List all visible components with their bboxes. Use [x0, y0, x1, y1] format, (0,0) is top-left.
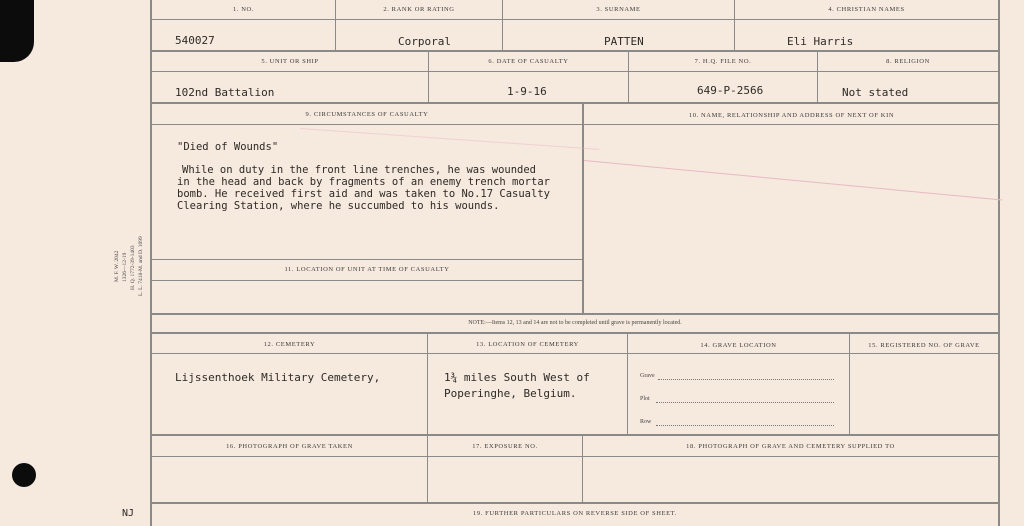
label-exposure: 17. EXPOSURE NO.	[472, 443, 538, 450]
label-christian-names: 4. CHRISTIAN NAMES	[828, 6, 905, 13]
rank-value: Corporal	[398, 35, 451, 48]
note-top-rule	[152, 313, 998, 315]
plot-blank	[656, 402, 834, 403]
cemetery-value: Lijssenthoek Military Cemetery,	[175, 371, 381, 384]
row3-label-rule	[152, 124, 998, 125]
christian-names-value: Eli Harris	[787, 35, 854, 48]
circumstances-line-3: bomb. He received first aid and was taken to No.17 Casualty	[177, 188, 550, 200]
service-number: 540027	[175, 34, 215, 47]
faint-rule	[300, 128, 599, 150]
row2-bottom-rule	[152, 102, 998, 104]
row-label: Row	[640, 419, 652, 425]
label-photo-grave: 16. PHOTOGRAPH OF GRAVE TAKEN	[226, 443, 353, 450]
cemetery-location-line-1: 1¾ miles South West of	[444, 371, 590, 384]
form-number-2: 1326—12-19	[122, 252, 128, 282]
religion-value: Not stated	[842, 86, 909, 99]
punch-hole-bottom	[12, 463, 36, 487]
label-rank: 2. RANK OR RATING	[383, 6, 455, 13]
form-number-1: M. F. W. 2042	[114, 250, 120, 282]
label-location-cemetery: 13. LOCATION OF CEMETERY	[476, 341, 579, 348]
row4-label-rule	[152, 280, 582, 281]
label-grave-location: 14. GRAVE LOCATION	[700, 342, 777, 349]
col-divider	[582, 104, 584, 314]
form-number-3: H. Q. 1772-39-1403	[130, 245, 136, 290]
right-border	[998, 0, 1000, 526]
row-blank	[656, 425, 834, 426]
cemetery-location-line-2: Poperinghe, Belgium.	[444, 387, 577, 400]
col-divider	[427, 334, 428, 434]
label-unit: 5. UNIT OR SHIP	[261, 58, 319, 65]
label-further-particulars: 19. FURTHER PARTICULARS ON REVERSE SIDE OF SHEET.	[473, 510, 677, 517]
note-bottom-rule	[152, 332, 998, 334]
label-hq-file: 7. H.Q. FILE NO.	[694, 58, 752, 65]
surname-value: PATTEN	[604, 35, 644, 48]
clerk-initials: NJ	[122, 508, 135, 519]
row1-bottom-rule	[152, 50, 998, 52]
label-photo-supplied: 18. PHOTOGRAPH OF GRAVE AND CEMETERY SUPPLIED TO	[686, 443, 895, 450]
row6-label-rule	[152, 456, 998, 457]
col-divider	[627, 334, 628, 434]
row6-bottom-rule	[152, 502, 998, 504]
grave-blank	[658, 379, 834, 380]
label-circumstances: 9. CIRCUMSTANCES OF CASUALTY	[305, 111, 429, 118]
label-location-unit: 11. LOCATION OF UNIT AT TIME OF CASUALTY	[284, 266, 450, 273]
punch-hole-top	[0, 0, 34, 62]
circumstances-line-2: in the head and back by fragments of an enemy trench mortar	[177, 176, 550, 188]
label-next-of-kin: 10. NAME, RELATIONSHIP AND ADDRESS OF NEXT OF KIN	[688, 112, 895, 119]
row4-top-rule	[152, 259, 582, 260]
circumstances-title: "Died of Wounds"	[177, 141, 279, 153]
label-religion: 8. RELIGION	[886, 58, 930, 65]
label-cemetery: 12. CEMETERY	[263, 341, 316, 348]
faint-rule	[584, 160, 1002, 201]
form-number-4: L. L. 7418-M. and D. 1099	[138, 236, 144, 296]
row2-label-rule	[152, 71, 998, 72]
label-surname: 3. SURNAME	[596, 6, 641, 13]
col-divider	[849, 334, 850, 434]
label-registered-no: 15. REGISTERED NO. OF GRAVE	[868, 342, 980, 349]
circumstances-line-1: While on duty in the front line trenches, he was wounded	[182, 164, 537, 176]
label-date: 6. DATE OF CASUALTY	[488, 58, 569, 65]
plot-label: Plot	[640, 396, 650, 402]
row5-label-rule	[152, 353, 998, 354]
label-no: 1. NO.	[232, 6, 255, 13]
hq-file-value: 649-P-2566	[697, 84, 764, 97]
grave-label: Grave	[640, 373, 655, 379]
unit-value: 102nd Battalion	[175, 86, 275, 99]
row5-bottom-rule	[152, 434, 998, 436]
note-text: NOTE:—Items 12, 13 and 14 are not to be completed until grave is permanently located.	[468, 320, 682, 326]
row1-label-rule	[152, 19, 998, 20]
date-value: 1-9-16	[507, 85, 547, 98]
circumstances-line-4: Clearing Station, where he succumbed to his wounds.	[177, 200, 500, 212]
